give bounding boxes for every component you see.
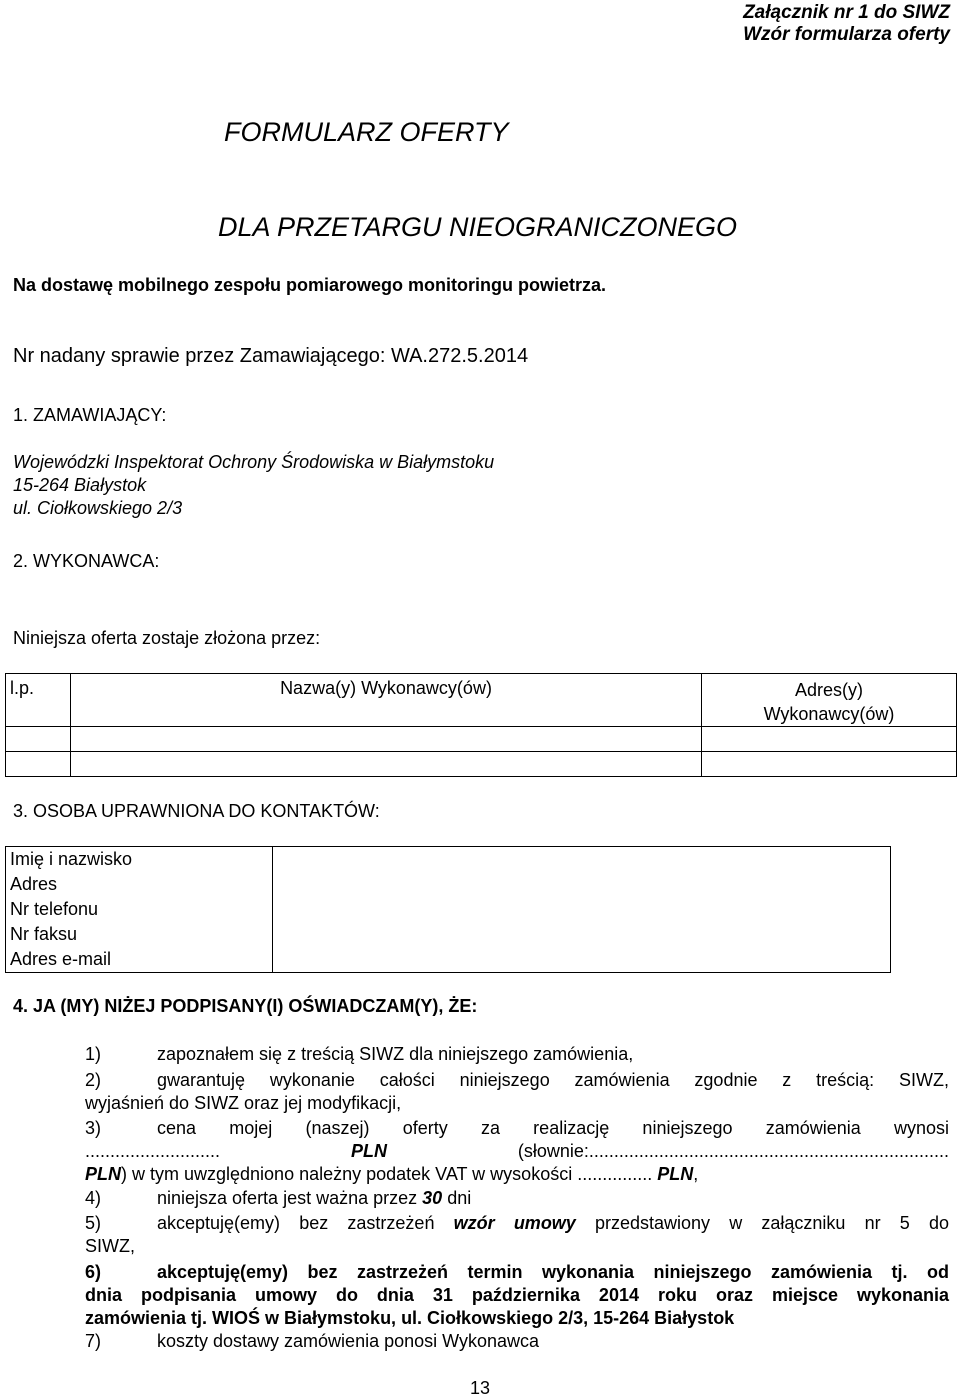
list-item: 3) cena mojej (naszej) oferty za realizację niniejszego zamówienia wynosi ........................... PLN (słownie:........................................................................ PLN) w tym uwzględniono należny podatek VAT w wysokości ............... PLN, bbox=[85, 1118, 949, 1184]
list-item: 1) zapoznałem się z treścią SIWZ dla niniejszego zamówienia, bbox=[85, 1044, 634, 1064]
declarations-list bbox=[85, 1043, 949, 1353]
list-item: 7) koszty dostawy zamówienia ponosi Wykonawca bbox=[85, 1331, 540, 1351]
contact-label-fax: Nr faksu bbox=[10, 924, 78, 944]
list-item: 6) akceptuję(emy) bez zastrzeżeń termin wykonania niniejszego zamówienia tj. od dnia podpisania umowy do dnia 31 października 2014 roku oraz miejsce wykonania zamówienia tj. WIOŚ w Białymstoku, ul. Ciołkowskiego 2/3, 15-264 Białystok bbox=[85, 1262, 949, 1328]
page-number: 13 bbox=[470, 1378, 491, 1398]
case-number: Nr nadany sprawie przez Zamawiającego: WA.272.5.2014 bbox=[13, 345, 529, 367]
table-cell[interactable] bbox=[702, 752, 957, 777]
contact-label-email: Adres e-mail bbox=[10, 949, 112, 969]
contracting-authority-street: ul. Ciołkowskiego 2/3 bbox=[13, 498, 183, 518]
section4-heading: 4. JA (MY) NIŻEJ PODPISANY(I) OŚWIADCZAM(Y), ŻE: bbox=[13, 996, 478, 1016]
form-template-label: Wzór formularza oferty bbox=[743, 24, 950, 45]
section3-heading: 3. OSOBA UPRAWNIONA DO KONTAKTÓW: bbox=[13, 801, 380, 821]
contracting-authority-city: 15-264 Białystok bbox=[13, 475, 147, 495]
contact-label-name: Imię i nazwisko bbox=[10, 849, 133, 869]
header-lp: l.p. bbox=[6, 674, 71, 727]
contact-values-cell[interactable] bbox=[273, 847, 891, 973]
table-cell[interactable] bbox=[71, 752, 702, 777]
order-subject: Na dostawę mobilnego zespołu pomiarowego monitoringu powietrza. bbox=[13, 275, 607, 295]
contact-label-phone: Nr telefonu bbox=[10, 899, 99, 919]
contracting-authority-name: Wojewódzki Inspektorat Ochrony Środowiska w Białymstoku bbox=[13, 452, 495, 472]
page-subtitle: DLA PRZETARGU NIEOGRANICZONEGO bbox=[218, 212, 738, 242]
page-title: FORMULARZ OFERTY bbox=[224, 117, 509, 147]
annex-label: Załącznik nr 1 do SIWZ bbox=[743, 2, 950, 23]
contact-person-table bbox=[5, 846, 891, 973]
header-contractor-name: Nazwa(y) Wykonawcy(ów) bbox=[71, 674, 702, 727]
section1-heading: 1. ZAMAWIAJĄCY: bbox=[13, 405, 167, 425]
offer-submitted-by: Niniejsza oferta zostaje złożona przez: bbox=[13, 628, 321, 648]
contact-labels bbox=[6, 847, 273, 973]
section2-heading: 2. WYKONAWCA: bbox=[13, 551, 160, 571]
table-cell[interactable] bbox=[6, 727, 71, 752]
list-item: 2) gwarantuję wykonanie całości niniejszego zamówienia zgodnie z treścią: SIWZ, wyjaśnień do SIWZ oraz jej modyfikacji, bbox=[85, 1070, 949, 1113]
table-cell[interactable] bbox=[702, 727, 957, 752]
list-item: 4) niniejsza oferta jest ważna przez 30 dni bbox=[85, 1188, 472, 1208]
list-item: 5) akceptuję(emy) bez zastrzeżeń wzór umowy przedstawiony w załączniku nr 5 do SIWZ, bbox=[85, 1213, 949, 1256]
table-cell[interactable] bbox=[71, 727, 702, 752]
contact-label-address: Adres bbox=[10, 874, 58, 894]
header-contractor-address: Adres(y) Wykonawcy(ów) bbox=[702, 674, 957, 727]
table-cell[interactable] bbox=[6, 752, 71, 777]
contractors-table bbox=[5, 673, 957, 777]
